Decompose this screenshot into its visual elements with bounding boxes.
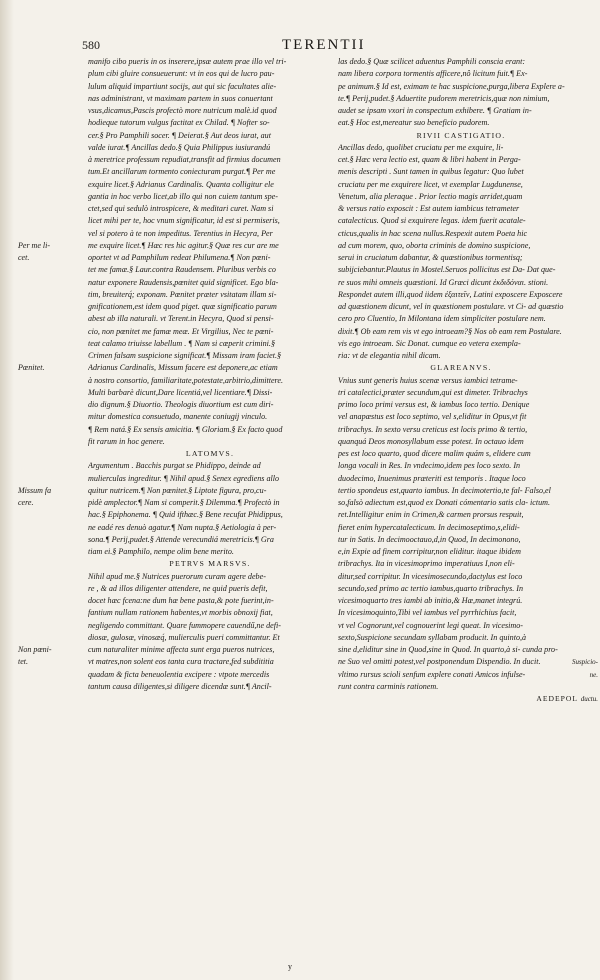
text-line: quitur nutricem.¶ Non pœnitet.§ Liptote figura, pro,cu- bbox=[88, 485, 267, 495]
text-line: cer.§ Pro Pamphili socer. ¶ Deierat.§ Aut deos iurat, aut bbox=[88, 130, 271, 140]
text-line: te.¶ Perij,pudet.§ Aduertite pudorem meretricis,quæ non nimium, bbox=[338, 93, 550, 103]
text-line: tim, breuiterq́; exponam. Pœnitet præter vsitatam illam si- bbox=[88, 289, 277, 299]
text-line: ad cum morem, quo, oborta criminis de domino suspicione, bbox=[338, 240, 531, 250]
text-line: oportet vt ad Pamphilum redeat Philumena.¶ Non pœni- bbox=[88, 253, 271, 262]
text-line: In vicesimoquinto,Tibi vel iambus vel pyrrhichius facit, bbox=[338, 608, 517, 618]
text-line: tiam ei.§ Pamphilo, nempe olim bene merito. bbox=[88, 547, 234, 556]
text-line: Adrianus Cardinalis, Missum facere est deponere,ac etiam bbox=[88, 363, 278, 373]
text-line: nam libera corpora tormentis afficere,nô licitum fuit.¶ Ex- bbox=[338, 69, 528, 79]
text-line: re suos mihi omneis quæstioni. Id Græci dicunt ἐκδιδόναι. stioni. bbox=[338, 277, 549, 287]
text-line: & versus ratio exposcit : Est autem iambicus tetrameter bbox=[338, 204, 520, 213]
margin-note: Non pœni- bbox=[18, 645, 52, 654]
text-line: ne eadé res denuò agatur.¶ Nam nupta.§ Aetiologia à per- bbox=[88, 522, 277, 532]
edge-note: ne. bbox=[589, 670, 598, 679]
text-line: tantum causa diligentes,si diligere dicendæ sunt.¶ Ancil- bbox=[88, 681, 272, 691]
text-line: ¶ Rem natá.§ Ex sensis amicitia. ¶ Gloriam.§ Ex facto quod bbox=[88, 424, 283, 434]
text-line: lulum aliquid impartiunt socijs, aut qui sic facultates alie- bbox=[88, 81, 277, 91]
text-line: nas administrant, vt maximam partem in suos conuertant bbox=[88, 93, 273, 103]
text-line: tet me famæ.§ Laur.contra Raudensem. Pluribus verbis co bbox=[88, 265, 276, 275]
text-line: abest ab illa naturali. vt Terent.in Hecyra, Quod si pensi- bbox=[88, 314, 274, 324]
text-line: cio, non pœnitet me famæ meæ. Et Virgilius, Nec te pœni- bbox=[88, 326, 274, 336]
text-line: ret.Intelligitur enim in Crimen,& carmen prorsus respuit, bbox=[338, 510, 524, 520]
text-line: mitur domestica consuetudo, manente coniugij vinculo. bbox=[88, 412, 268, 422]
margin-note: Per me li- bbox=[18, 240, 50, 250]
section-heading: LATOMVS. bbox=[185, 449, 235, 458]
text-line: secundo,sed primo ac tertio iambus,quarto tribrachys. In bbox=[338, 583, 524, 593]
text-line: plum cibi gluire consueuerunt: vt in eos qui de lucro pau- bbox=[88, 69, 275, 79]
margin-note: cere. bbox=[18, 498, 34, 507]
text-line: cruciatu per me exquirere licet, vt exemplar Lugdunense, bbox=[338, 179, 523, 189]
text-line: fantium nullam rationem habentes,vt morbis obnoxij fiat, bbox=[88, 608, 273, 618]
running-title: TERENTII bbox=[282, 37, 366, 53]
text-line: re , & ad illos diligenter attendere, ne quid pueris defit, bbox=[88, 583, 268, 593]
text-line: dixit.¶ Ob eam rem vis vt ego introeam?§ Nos ob eam rem Postulare. bbox=[338, 326, 562, 336]
text-line: ria: vt de elegantia nihil dicam. bbox=[338, 351, 441, 360]
text-line: menis descripti . Sunt tamen in quibus legatur: Quo lubet bbox=[338, 167, 524, 177]
text-line: exquire licet.§ Adrianus Cardinalis. Quanta colligitur ele bbox=[88, 179, 274, 189]
text-line: tertio spondeus est,quarto iambus. In decimotertio,te fal- Falso,el bbox=[338, 485, 551, 495]
text-line: dio dignum.§ Diuortio. Theologis diuortium est cum diri- bbox=[88, 400, 274, 409]
text-line: tribrachys. In sexto versu creticus est locis primo & tertio, bbox=[338, 424, 528, 434]
printer-signature: y bbox=[288, 962, 292, 971]
text-line: Multi barbarè dicunt,Dare licentiá,vel licentiare.¶ Dissi- bbox=[88, 387, 273, 397]
text-line: Crimen falsam suspicione significat.¶ Missam iram faciet.§ bbox=[88, 351, 282, 360]
text-line: cum naturaliter minime affecta sunt erga pueros nutrices, bbox=[88, 645, 275, 654]
margin-note: cet. bbox=[18, 253, 30, 262]
section-heading: RIVII CASTIGATIO. bbox=[416, 130, 506, 140]
text-line: so,falsò adiectum est,quod ex Donati cómentario satis cla- ictum. bbox=[338, 498, 550, 507]
text-line: vltimo rursus scioli senfum explere conati Amicos infulse- bbox=[338, 669, 526, 679]
margin-note: tet. bbox=[18, 657, 28, 667]
text-line: ditur,sed corripitur. In vicesimosecundo,dactylus est loco bbox=[338, 571, 523, 581]
text-line: quanquá Deos monosyllabum esse potest. In octauo idem bbox=[338, 436, 524, 446]
text-line: ctet,sed qui sedulò introspicere, & meditari curet. Nam si bbox=[88, 204, 274, 213]
commentary-left-column bbox=[88, 56, 332, 693]
text-line: tur in Satis. In decimooctauo,d,in Quod, In decimonono, bbox=[338, 534, 521, 544]
text-line: tum.Et ancillarum tormento coniecturam purgat.¶ Per me bbox=[88, 167, 276, 177]
edge-note: ductu. bbox=[580, 695, 598, 703]
commentary-right-column bbox=[338, 56, 584, 705]
text-line: sine d,eliditur sine in Quod,sine in Quod. In quarto,à si- cunda pro- bbox=[338, 645, 558, 654]
text-line: diosæ, gulosæ, vinosæq́, mulierculis pueri committantur. Et bbox=[88, 632, 280, 642]
text-line: docet hæc fcena:ne dum hæ bene pasta,& pote fuerint,in- bbox=[88, 596, 274, 605]
text-line: licet mihi per te, hoc vnum significatur, id est si permiseris, bbox=[88, 216, 280, 226]
catchword: AEDEPOL bbox=[536, 694, 578, 703]
text-line: sona.¶ Perij,pudet.§ Attende verecundiá meretricis.¶ Gra bbox=[88, 534, 274, 544]
text-line: vel si potero à te non impeditus. Terentius in Hecyra, Per bbox=[88, 228, 273, 238]
text-line: pidè amplector.¶ Nam si comperit.§ Dilemma.¶ Profectò in bbox=[88, 498, 280, 507]
text-line: me exquire licet.¶ Hæc res hic agitur.§ Quæ res cur are me bbox=[88, 240, 279, 250]
edge-note: Suspicio- bbox=[571, 658, 598, 667]
text-line: cet.§ Hæc vera lectio est, quam & libri habent in Perga- bbox=[338, 155, 521, 164]
text-line: Ancillas dedo, quolibet cruciatu per me exquire, li- bbox=[338, 142, 504, 152]
margin-note: Missum fa bbox=[18, 485, 52, 495]
text-line: natur exponere Raudensis,pœnitet quid significet. Ego bla- bbox=[88, 277, 279, 287]
text-line: duodecimo, Inuenimus præteriti est temporis . Itaque loco bbox=[338, 473, 526, 483]
text-line: gnificationem,est idem quod piget. quæ significatio parum bbox=[88, 302, 277, 311]
text-line: manifo cibo pueris in os inserere,ipsæ autem prae illo vel tri- bbox=[88, 57, 287, 66]
text-line: gantia in hoc verbo licet,ab illo qui non cuiem tantum spe- bbox=[88, 191, 278, 201]
text-line: longa vocali in Res. In vndecimo,idem pes loco sexto. In bbox=[338, 461, 521, 471]
text-line: pe animum.§ Id est, eximam te hac suspicione,purga,libera Explere a- bbox=[338, 81, 565, 91]
text-line: las dedo.§ Quæ scilicet aduentus Pamphili conscia erant: bbox=[338, 57, 526, 66]
section-heading: GLAREANVS. bbox=[430, 363, 492, 373]
text-line: serui in cruciatum dabantur, & quæstionibus tormentisq; bbox=[338, 253, 523, 262]
page-number: 580 bbox=[82, 38, 100, 52]
text-line: mulierculas ingreditur. ¶ Nihil apud.§ Senex egrediens allo bbox=[88, 473, 280, 483]
text-line: eat.§ Hoc est,mereatur suo beneficio pudorem. bbox=[338, 118, 490, 128]
text-line: quadam & ficta beneuolentia excipere : vtpote mercedis bbox=[88, 669, 270, 679]
text-line: vel anapæstus est loco septimo, vel s,eliditur in Opus,vt fit bbox=[338, 412, 527, 422]
text-line: cticus,qualis in hac scena nullus.Respexit autem Poeta hic bbox=[338, 228, 528, 238]
text-line: Argumentum . Bacchis purgat se Phidippo, deinde ad bbox=[88, 461, 261, 471]
text-line: runt contra carminis rationem. bbox=[338, 681, 439, 691]
text-line: tribrachys. Ita in vicesimoprimo imperatiuus I,non eli- bbox=[338, 559, 515, 569]
text-line: hac.§ Epiphonema. ¶ Quid ifthæc.§ Bene recufat Phidippus, bbox=[88, 510, 283, 520]
margin-note: Pœnitet. bbox=[18, 363, 45, 373]
text-line: Nihil apud me.§ Nutrices puerorum curam agere debe- bbox=[88, 571, 266, 581]
text-line: teat calamo triuisse labellum . ¶ Nam si cœperit crimini.§ bbox=[88, 338, 276, 348]
text-line: primo loco primi versus est, & iambus loco tertio. Denique bbox=[338, 400, 530, 409]
text-line: vt vel Cognorunt,vel cognouerint legi queat. In vicesimo- bbox=[338, 620, 523, 630]
text-line: ad quæstionem dicunt, vel in quæstionem postulare. vt Ci- ad quæstio bbox=[338, 302, 564, 311]
text-line: à nostro consortio, familiaritate,potestate,arbitrio,dimittere. bbox=[88, 375, 283, 385]
text-line: negligendo committant. Quare fummopere cauendű,ne defi- bbox=[88, 620, 281, 630]
text-line: Vnius sunt generis huius scenæ versus iambici tetrame- bbox=[338, 375, 518, 385]
text-line: vsus,dicamus,Pascis profectò more nutricum malè.id quod bbox=[88, 106, 277, 115]
text-line: tri catalectici,præter secundum,qui est dimeter. Tribrachys bbox=[338, 387, 528, 397]
text-line: pes est loco quarto, quod dicere malim quám s, elidere cum bbox=[338, 449, 531, 458]
section-heading: PETRVS MARSVS. bbox=[169, 559, 251, 569]
text-line: fieret enim hypercatalecticum. In decimoseptimo,s,elidi- bbox=[338, 522, 520, 532]
text-line: subijciebantur.Plautus in Mostel.Seruos pollicitus est Da- Dat que- bbox=[338, 265, 556, 275]
text-line: vt matres,non solent eos tanta cura tractare,fed subdititia bbox=[88, 657, 274, 667]
text-line: Venetum, alia pleraque . Prior lectio magis arridet,quam bbox=[338, 191, 523, 201]
text-line: sexto,Suspicione secundam syllabam producit. In quinto,à bbox=[338, 632, 527, 642]
text-line: vicesimoquarto tres iambi ab initio,& Hæ,manet integrú. bbox=[338, 596, 523, 605]
text-line: e,in Expie ad finem corripitur,non eliditur. itaque ibidem bbox=[338, 547, 521, 556]
text-line: hodieque tutorum vulgus factitat ex Chilad. ¶ Nofter so- bbox=[88, 118, 270, 128]
text-line: audet se ipsam vxori in conspectum exhibere. ¶ Gratiam in- bbox=[338, 106, 532, 115]
text-line: vis ego introeam. Sic Donat. cumque eo vetera exempla- bbox=[338, 338, 521, 348]
text-line: valde iurat.¶ Ancillas dedo.§ Quia Philippus iusiurandú bbox=[88, 142, 271, 152]
text-line: à meretrice professum repudiat,transfit ad firmius documen bbox=[88, 155, 281, 164]
binding-shadow bbox=[0, 0, 14, 980]
text-line: cero pro Cluentio, In Milontana idem simpliciter postulare nem. bbox=[338, 314, 546, 324]
page-header bbox=[82, 38, 582, 54]
text-line: Respondet autem illi,quod iidem ἐξαιτεῖν, Latini exposcere Exposcere bbox=[338, 289, 563, 299]
text-line: fit rarum in hoc genere. bbox=[88, 436, 165, 446]
text-line: catalecticus. Quod si exquirere legas. idem fuerit acatale- bbox=[338, 216, 526, 226]
text-line: ne Suo vel omitti potest,vel postponendum Dispendio. In ducit. bbox=[338, 657, 541, 667]
